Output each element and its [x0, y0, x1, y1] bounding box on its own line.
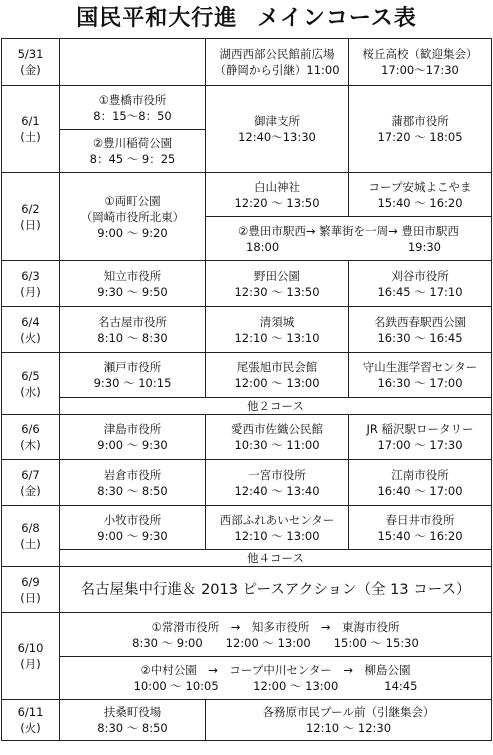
empty-cell	[60, 39, 206, 86]
stop-cell: 守山生涯学習センター 16:30 〜 17:00	[349, 353, 492, 398]
route-cell: ②中村公園 → コープ中川センター → 柳島公園 10:00 〜 10:05 12:00 〜 13:00 14:45	[60, 657, 492, 700]
date-cell: 6/5 (水)	[2, 353, 60, 415]
stop-cell: 各務原市民プール前（引継集会） 12:10 〜 12:30	[206, 700, 492, 741]
stop-cell: 蒲郡市役所 17:20 〜 18:05	[349, 86, 492, 173]
schedule-table	[1, 38, 492, 741]
stop-cell: 御津支所 12:40〜13:30	[206, 86, 349, 173]
other-courses-cell: 他４コース	[60, 550, 492, 567]
stop-cell: 白山神社 12:20 〜 13:50	[206, 173, 349, 217]
stop-cell: コープ安城よこやま 15:40 〜 16:20	[349, 173, 492, 217]
stop-cell: 桜丘高校（歓迎集会） 17:00〜17:30	[349, 39, 492, 86]
title-main: 国民平和大行進	[76, 6, 238, 31]
date-cell: 6/2 (日)	[2, 173, 60, 261]
stop-cell: 知立市役所 9:30 〜 9:50	[60, 261, 206, 307]
table-row	[2, 567, 492, 613]
date-cell: 6/10 (月)	[2, 613, 60, 700]
stop-cell: 瀬戸市役所 9:30 〜 10:15	[60, 353, 206, 398]
stop-cell: 津島市役所 9:00 〜 9:30	[60, 415, 206, 460]
stop-cell: ①豊橋市役所 8：15〜8：50	[60, 86, 206, 130]
date-cell: 6/9 (日)	[2, 567, 60, 613]
table-row	[2, 550, 492, 567]
table-row	[2, 415, 492, 460]
table-row	[2, 39, 492, 86]
date-cell: 6/8 (土)	[2, 506, 60, 567]
stop-cell: ①両町公園 （岡崎市役所北東） 9:00 〜 9:20	[60, 173, 206, 261]
page-title	[0, 0, 493, 38]
central-march-cell: 名古屋集中行進＆ 2013 ピースアクション（全 13 コース）	[60, 567, 492, 613]
date-cell: 6/1 (土)	[2, 86, 60, 173]
stop-cell: 尾張旭市民会館 12:00 〜 13:00	[206, 353, 349, 398]
stop-cell: 愛西市佐織公民館 10:30 〜 11:00	[206, 415, 349, 460]
stop-cell: 西部ふれあいセンター 12:10 〜 13:00	[206, 506, 349, 550]
stop-cell: 扶桑町役場 8:30 〜 8:50	[60, 700, 206, 741]
title-sub: メインコース表	[257, 6, 417, 31]
date-cell: 6/4 (火)	[2, 307, 60, 353]
table-row	[2, 657, 492, 700]
table-row	[2, 307, 492, 353]
stop-cell: 名鉄西春駅西公園 16:30 〜 16:45	[349, 307, 492, 353]
date-cell: 5/31 (金)	[2, 39, 60, 86]
route-cell: ①常滑市役所 → 知多市役所 → 東海市役所 8:30 〜 9:00 12:00 〜 13:00 15:00 〜 15:30	[60, 613, 492, 657]
stop-cell: 清須城 12:10 〜 13:10	[206, 307, 349, 353]
date-cell: 6/11 (火)	[2, 700, 60, 741]
table-row	[2, 261, 492, 307]
date-cell: 6/6 (木)	[2, 415, 60, 460]
stop-cell: 岩倉市役所 8:30 〜 8:50	[60, 460, 206, 506]
date-cell: 6/3 (月)	[2, 261, 60, 307]
stop-cell: 春日井市役所 15:40 〜 16:20	[349, 506, 492, 550]
table-row	[2, 700, 492, 741]
stop-cell: 野田公園 12:30 〜 13:50	[206, 261, 349, 307]
table-row	[2, 353, 492, 398]
stop-cell: 名古屋市役所 8:10 〜 8:30	[60, 307, 206, 353]
stop-cell: ②豊川稲荷公園 8：45 〜 9：25	[60, 130, 206, 173]
other-courses-cell: 他２コース	[60, 398, 492, 415]
table-row	[2, 86, 492, 130]
stop-cell: 一宮市役所 12:40 〜 13:40	[206, 460, 349, 506]
table-row	[2, 173, 492, 217]
table-row	[2, 506, 492, 550]
stop-cell: 湖西西部公民館前広場 （静岡から引継）11:00	[206, 39, 349, 86]
stop-cell: JR 稲沢駅ロータリー 17:00 〜 17:30	[349, 415, 492, 460]
stop-cell: 江南市役所 16:40 〜 17:00	[349, 460, 492, 506]
stop-cell: 刈谷市役所 16:45 〜 17:10	[349, 261, 492, 307]
date-cell: 6/7 (金)	[2, 460, 60, 506]
route-cell: ②豊田市駅西→ 繁華街を一周→ 豊田市駅西 18:00 19:30	[206, 217, 492, 261]
table-row	[2, 398, 492, 415]
table-row	[2, 460, 492, 506]
stop-cell: 小牧市役所 9:00 〜 9:30	[60, 506, 206, 550]
table-row	[2, 613, 492, 657]
